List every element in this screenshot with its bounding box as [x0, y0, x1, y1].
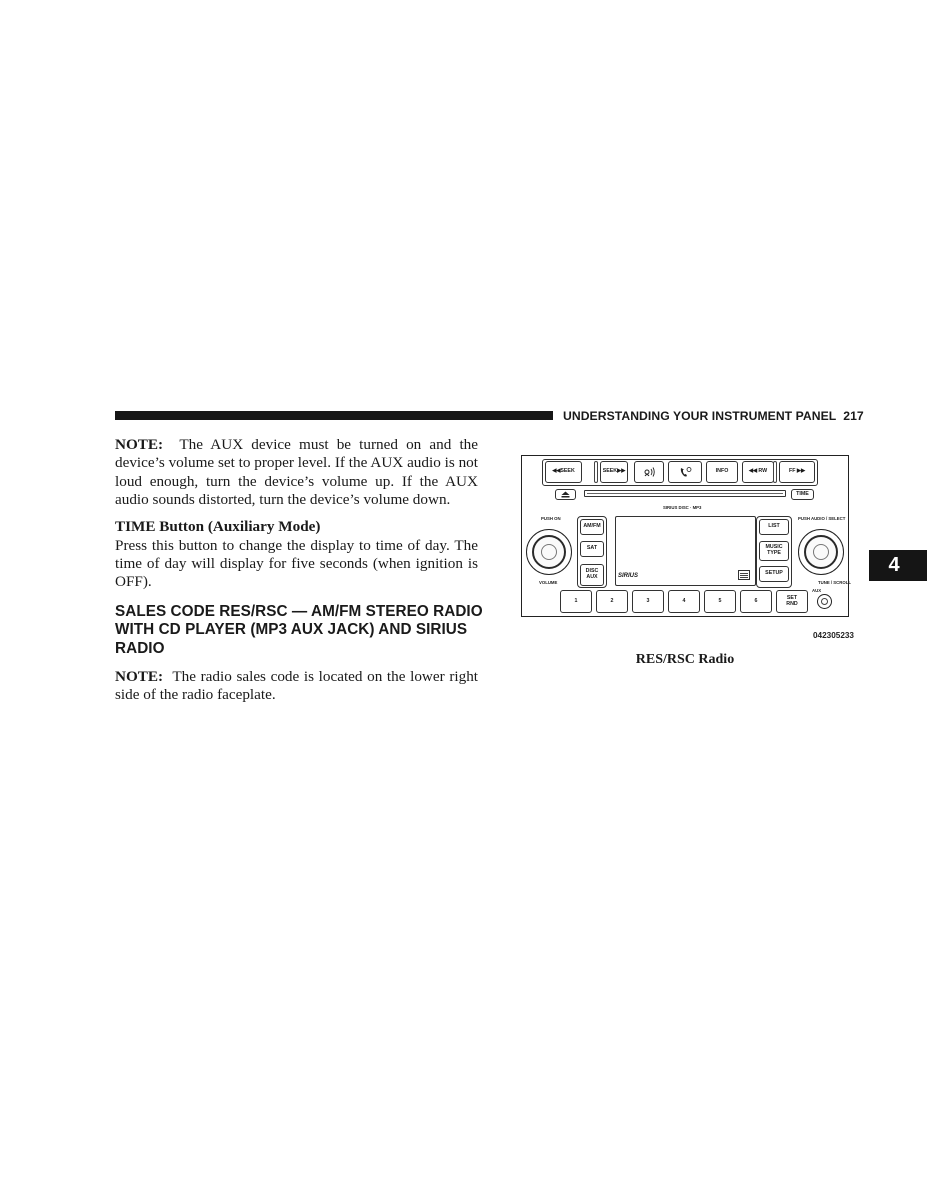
time-button-heading: TIME Button (Auxiliary Mode)	[115, 518, 321, 535]
sirius-logo: SIRIUS	[618, 573, 639, 579]
list-button: LIST	[759, 519, 789, 535]
figure-id: 042305233	[813, 631, 854, 640]
seek-forward-button: SEEK▶▶	[600, 461, 628, 483]
sat-button: SAT	[580, 541, 604, 557]
radio-display	[615, 516, 756, 586]
aux-label: AUX	[812, 588, 822, 593]
voice-command-button	[634, 461, 664, 483]
preset-button: 6	[740, 590, 772, 613]
seek-back-button: ◀◀SEEK	[545, 461, 582, 483]
preset-button: 5	[704, 590, 736, 613]
note-text: The AUX device must be turned on and the device’s volume set to proper level. If the AUX audio is not loud enough, turn the device’s volume up. If the AUX audio sounds distorted, turn the device’s volume down.	[115, 436, 478, 508]
slot-label: SIRIUS DISC · MP3	[663, 505, 702, 510]
cd-logo-icon	[738, 570, 750, 580]
note-text: The radio sales code is located on the lower right side of the radio faceplate.	[115, 668, 479, 704]
preset-button: 1	[560, 590, 592, 613]
volume-label: VOLUME	[539, 580, 558, 585]
am-fm-button: AM/FM	[580, 519, 604, 535]
setup-button: SETUP	[759, 566, 789, 582]
note-aux-volume	[115, 436, 478, 509]
time-button-paragraph: Press this button to change the display to time of day. The time of day will display for five seconds (when ignition is OFF).	[115, 536, 478, 591]
note-sales-code	[115, 668, 478, 705]
preset-button: 2	[596, 590, 628, 613]
eject-icon	[561, 491, 570, 498]
set-rnd-button: SET RND	[776, 590, 808, 613]
fast-forward-button: FF ▶▶	[779, 461, 815, 483]
running-header	[563, 409, 867, 423]
chapter-tab: 4	[869, 550, 927, 581]
cd-slot	[584, 490, 786, 497]
note-label: NOTE:	[115, 436, 164, 453]
tune-scroll-label: TUNE / SCROLL	[818, 580, 851, 585]
tune-scroll-knob	[798, 529, 844, 575]
radio-faceplate-illustration	[521, 455, 849, 617]
voice-command-icon	[642, 466, 656, 478]
phone-icon	[678, 466, 692, 478]
push-audio-select-label: PUSH AUDIO / SELECT	[798, 516, 846, 521]
note-label: NOTE:	[115, 668, 164, 685]
music-type-button: MUSIC TYPE	[759, 541, 789, 561]
volume-knob	[526, 529, 572, 575]
button-divider	[594, 461, 598, 483]
eject-button	[555, 489, 576, 500]
sales-code-heading: SALES CODE RES/RSC — AM/FM STEREO RADIO WITH CD PLAYER (MP3 AUX JACK) AND SIRIUS RADIO	[115, 603, 483, 657]
rewind-button: ◀◀ RW	[742, 461, 774, 483]
page-number: 217	[843, 409, 864, 423]
disc-aux-button: DISC AUX	[580, 564, 604, 586]
section-title: UNDERSTANDING YOUR INSTRUMENT PANEL	[563, 409, 837, 423]
time-button: TIME	[791, 489, 814, 500]
figure-caption: RES/RSC Radio	[635, 652, 735, 667]
preset-button: 4	[668, 590, 700, 613]
phone-button	[668, 461, 702, 483]
aux-jack	[817, 594, 832, 609]
preset-button: 3	[632, 590, 664, 613]
button-divider	[773, 461, 777, 483]
header-rule	[115, 411, 553, 420]
push-on-label: PUSH ON	[541, 516, 561, 521]
info-button: INFO	[706, 461, 738, 483]
